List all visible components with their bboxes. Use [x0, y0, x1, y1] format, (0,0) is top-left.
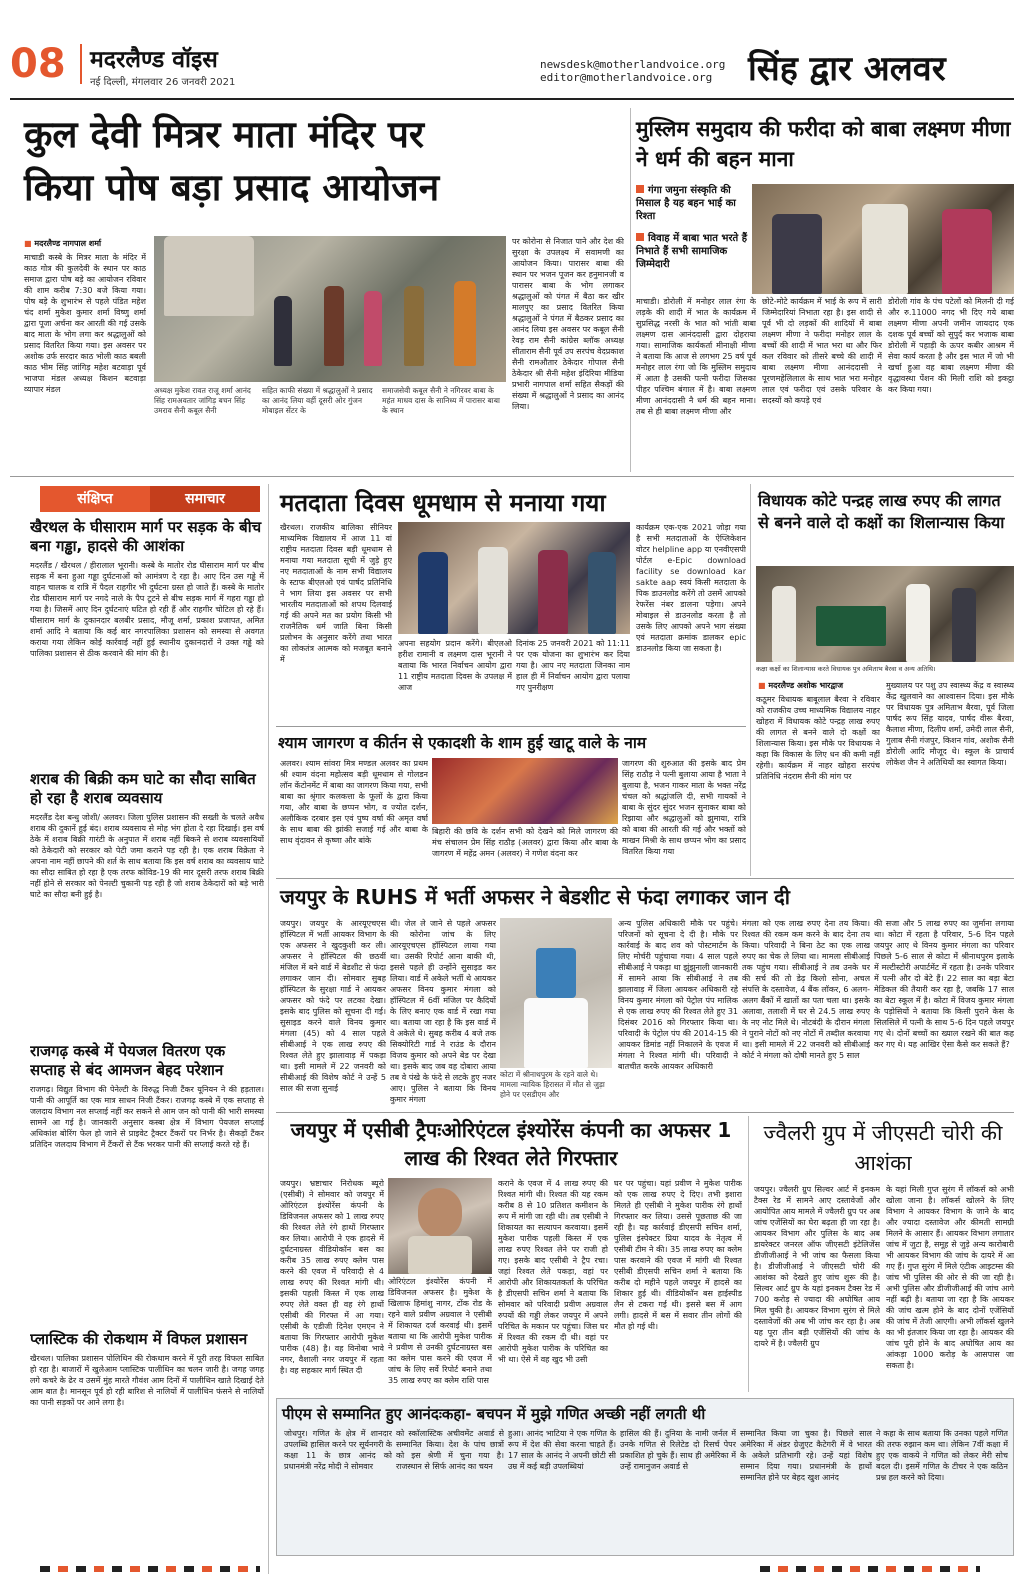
top-right-col-1: माचाडी। डोरोली में मनोहर लाल रंगा के लड़के की शादी में भात के कार्यक्रम में सुप्रसिद्ध नरसी के भात को भांती बाबा लक्ष्मण दास आनंददासी द्वारा दोहराया गया। सामाजिक कार्यकर्ता मीनाक्षी मीणा ने बताया कि आज से लगभग 25 वर्ष पूर्व मनोहर लाल रंगा जो कि मुस्लिम समुदाय में आता है उसकी पत्नी फरीदा जिसका पीहर पश्चिम बंगाल में है। बाबा लक्ष्मण मीणा आनंददासी नै धर्म की बहन माना। तब से ही बाबा लक्ष्मण मीणा और [636, 297, 756, 416]
top-right-headline: मुस्लिम समुदाय की फरीदा को बाबा लक्ष्मण मीणा ने धर्म की बहन माना [636, 117, 1011, 171]
section-rule [10, 476, 1014, 477]
ruhs-headline: जयपुर के RUHS में भर्ती अफसर ने बेडशीट से फंदा लगाकर जान दी [280, 885, 790, 909]
photo-person [942, 209, 992, 294]
masthead-divider [80, 44, 82, 84]
acb-col-4: घर पर पहुंचा। यहां प्रवीण ने मुकेश पारीक को एक लाख रुपए दे दिए। तभी इशारा मिलते ही एसीबी ने मुकेश पारीक रंगे हाथों गिरफ्तार कर लिया। उससे पूछताछ की जा रही है। यह कार्रवाई डीएसपी सचिन शर्मा, पुलिस इंस्पेक्टर प्रिया यादव के नेतृत्व में एसीबी टीम ने की। 35 लाख रुपए का क्लेम पास करवाने की एवज में मांगी थी रिश्वत एसीबी डीएसपी सचिन शर्मा ने बताया कि करीब दो महीने पहले जयपुर में हादसे का शिकार हुई थी। वीडियोकॉन बस हाईस्पीड लैन से टकरा गई थी। इससे बस में आग लगी। हादसे में बस में सवार तीन लोगों की मौत हो गई थी। [614, 1179, 742, 1331]
contact-emails [540, 58, 725, 84]
photo-person [454, 281, 476, 366]
brief-label-1: संक्षिप्त [40, 486, 150, 512]
lead-photo-caption: अध्यक्ष मुकेश रावत राजू शर्मा आनंद सिंह रामअवतार जांगिड़ बचन सिंह उमराव सैनी कबूल सैनी [154, 386, 251, 415]
newsdesk-email: newsdesk@motherlandvoice.org [540, 58, 726, 71]
lead-byline: ■ मदरलैण्ड नागपाल शर्मा [24, 238, 164, 249]
photo-person [772, 586, 796, 662]
pm-headline: पीएम से सम्मानित हुए आनंदःकहा- बचपन में मुझे गणित अच्छी नहीं लगती थी [282, 1405, 706, 1423]
photo-person [906, 584, 930, 662]
print-color-bar [760, 1566, 980, 1572]
column-rule [268, 484, 269, 1574]
brief-body: मदरलैंड / खैरथल / हीरालाल भूरानी। कस्बे के मातोर रोड घीसाराम मार्ग पर बीच सड़क में बना हुआ गड्ढा दुर्घटनाओं को आमंत्रण दे रहा है। आए दिन उस गड्ढे में वाहन चालक व रात्रि में पैदल राहगीर भी दुर्घटना ग्रस्त हो जाते हैं। कस्बे के मातोर रोड घीसाराम मार्ग पर नगदे नाले के पैप टूटने से बीच सड़क मार्ग में गहरा गड्ढा हो गया है। जिसमें आए दिन दुर्घटनाएं घटित हो रही हैं और राहगीर चोटिल हो रहे हैं। घीसाराम मार्ग के दुकानदार बलबीर प्रसाद, मौजू शर्मा, प्रकाश प्रजापत, अमित शर्मा आदि ने बताया कि कई बार नगरपालिका प्रशासन को समस्या से अवगत कराया गया लेकिन कोई कार्रवाई नहीं हुई स्थानीय दुकानदारों ने उक्त गड्ढे को पालिका प्रशासन से ठीक करवाने की मांग की है। [30, 561, 264, 658]
photo-person [772, 214, 822, 294]
acb-photo-caption: ओरिएंटल इंश्योरेंस कंपनी में डिविजनल अफसर है। मुकेश के खिलाफ हिमांशु नागर, टोंक रोड के रहने वाले प्रवीण अग्रवाल ने एसीबी में शिकायत दर्ज करवाई थी। इसमें बताया था कि आरोपी मुकेश पारीक ने प्रवीण से उनकी दुर्घटनाग्रस्त बस का क्लेम पास करने की एवज में जांच के लिए सर्वे रिपोर्ट बनाने तथा 35 लाख रुपए का क्लेम राशि पास [388, 1277, 492, 1385]
khatu-col-2: बिहारी की छवि के दर्शन सभी को देखने को मिले जागरण की मंच संचालन प्रेम सिंह राठौड़ (अलवर) द्वारा किया और बाबा के जागरण में महेंद्र अमन (अलवर) ने गणेश वंदना कर [432, 827, 618, 858]
bullet-square-icon [636, 185, 644, 193]
brief-body: खैरथल। पालिका प्रशासन पोलिथिन की रोकथाम करने में पूरी तरह विफल साबित हो रहा है। बाजारों में खुलेआम प्लास्टिक पालीथिन का चलन जारी है। जगह जगह लगे कचरे के ढेर व उसमें मुंह मारते गौवंश आम दिनों में पालीथिन खाते दिखाई देते आम बात है। मानसून पूर्व हो रही बारिश से नालियों में पालीथिन फंसने से नालियों का पानी सड़कों पर आने लगा है। [30, 1354, 264, 1407]
column-rule [630, 108, 631, 472]
acb-col-1: जयपुर। भ्रष्टाचार निरोधक ब्यूरो (एसीबी) ने सोमवार को जयपुर में ओरिएंटल इंश्योरेंस कंपनी के डिविजनल अफसर को 1 लाख रुपए की रिश्वत लेते रंगे हाथों गिरफ्तार कर लिया। आरोपी ने एक हादसे में दुर्घटनाग्रस्त वीडियोकॉन बस का करीब 35 लाख रुपए क्लेम पास करने की एवज में परिवादी से 4 लाख रुपए की रिश्वत मांगी थी। इसकी पहली किस्त में एक लाख रुपए लेते वक्त ही वह रंगे हाथों एसीबी की गिरफ्त में आ गया। एसीबी के एडीजी दिनेश एमएन ने बताया कि गिरफ्तार आरोपी मुकेश पारीक (48) है। वह विनोबा भावे नगर, वैशाली नगर जयपुर में रहता है। वह सहकार मार्ग स्थित दी [280, 1179, 384, 1375]
top-right-photo [752, 184, 1014, 294]
pm-col-5: सम्मानित किया जा चुका है। पिछले साल अमेरिका में अंडर ग्रेजुएट कैटेगरी में वे भारत के अकेले प्रतिभागी रहे। उन्हें यहां विशेष सम्मान दिया गया। प्रधानमंत्री के हाथों सम्मानित होने पर बेहद खुश आनंद [740, 1429, 872, 1482]
list-item [30, 1330, 264, 1570]
lead-col-3: सहित काफी संख्या में श्रद्धालुओं ने प्रसाद का आनंद लिया वहीं दूसरी ओर गुंजन मोबाइल सेंटर के [262, 386, 373, 415]
voters-col-1: खैरथल। राजकीय बालिका सीनियर माध्यमिक विद्यालय में आज 11 वां राष्ट्रीय मतदाता दिवस बड़ी धूमधाम से मनाया गया मतदाता सूची में जुड़े हुए नए मतदाताओं के नाम सभी विद्यालय के स्टाफ बीएलओ एवं पार्षद प्रतिनिधि ने भाग लिया इस अवसर पर सभी भारतीय मतदाताओं को शपथ दिलवाई गई की अपने मत का प्रयोग किसी भी राजनैतिक धर्म जाति बिना किसी प्रलोभन के अनुसार करेंगे तथा भारत का लोकतंत्र आत्मक को मजबूत बनाने में [280, 523, 392, 664]
photo-person [324, 286, 344, 366]
mla-byline: ■ मदरलैण्ड अशोक भारद्वाज [758, 680, 898, 691]
photo-face [418, 1188, 462, 1238]
khatu-col-3: जागरण की शुरुआत की इसके बाद प्रेम सिंह राठौड़ ने पत्नी बुलाया आया है भाता ने बुलाया है, भजन गाकर माता के भक्त नरेंद्र चंचल को श्रद्धांजलि दी, सभी गायकों ने बाबा के सुंदर सुंदर भजन सुनाकर बाबा को रिझाया और श्रद्धालुओं को झुमाया, रात्रि को बाबा की आरती की गई और भक्तों को माखन मिश्री के साथ छप्पन भोग का प्रसाद वितरित किया गया [622, 759, 746, 856]
lead-col-4: समाजसेवी कबूल सैनी ने नगिरवर बाबा के महंत माधव दास के सानिध्य में पारासर बाबा के स्थान [382, 386, 500, 415]
section-rule [276, 726, 746, 727]
photo-person [404, 286, 424, 366]
edition-title: सिंह द्वार अलवर [748, 49, 946, 89]
khatu-col-1: अलवर। श्याम सांवरा मित्र मण्डल अलवर का प्रथम श्री श्याम वंदना महोत्सव बड़ी धूमधाम से गोलडन लॉन केंटोनमेंट में बाबा का जागरण किया गया, सभी बाबा का श्रृंगार कलकत्ता के फूलों के द्वारा किया गया, और बाबा के छप्पन भोग, व ज्योत दर्शन, अलौकिक दरबार इस एवं पुष्प वर्षा की अमृत वर्षा के साथ बाबा की झांकी सजाई गई और बाबा के साथ वृंदावन से कृष्णा और बांके [280, 759, 428, 845]
gst-col-2: के यहां मिली गुप्त सुरंग में लॉकर्स को अभी खोला जाना है। लॉकर्स खोलने के लिए विभाग ने आयकर विभाग के जाने के बाद और ज्यादा दस्तावेज और कीमती सामग्री मिलने के आसार हैं। आयकर विभाग लगातार जांच में जुटा है, समूह से जुड़े अन्य कारोबारी भी आयकर विभाग की जांच के दायरे में आ गए हैं। गुप्त सुरंग में मिले एंटीक आइटम्स की जांच भी पुलिस की ओर से की जा रही है। अभी पुलिस और डीजीजीआई की जांच आगे नहीं बढ़ी है। बताया जा रहा है कि आयकर की जांच खत्म होने के बाद दोनों एजेंसियों की जांच में तेजी आएगी। अभी लॉकर्स खुलने का भी इंतजार किया जा रहा है। आयकर की जांच पूरी होने के बाद अघोषित आय का आंकड़ा 1000 करोड़ के आसपास जा सकता है। [886, 1185, 1014, 1370]
khatu-headline: श्याम जागरण व कीर्तन से एकादशी के शाम हुई खाटू वाले के नाम [278, 734, 647, 752]
list-item [30, 518, 264, 770]
brief-headline: खैरथल के घीसाराम मार्ग पर सड़क के बीच बना गड्ढा, हादसे की आशंका [30, 518, 262, 555]
editor-email: editor@motherlandvoice.org [540, 71, 713, 84]
lead-col-1: माचाडी कस्बे के मित्रर माता के मंदिर में काठ गोत्र की कुलदेवी के स्थान पर काठ समाज द्वारा पोष बड़े का आयोजन रविवार की शाम करीब 7:30 बजे किया गया। पोष बड़े के शुभारंभ से पहले पंडित महेश चंद शर्मा मुकेश कुमार शर्मा विष्णु शर्मा द्वारा पूजा अर्चना कर आरती की गई उसके बाद माता के भोग लगा कर श्रद्धालुओं को प्रसाद वितरित किया गया। इस अवसर पर अशोक उर्फ सरदार काठ भोली काठ बबली काठ भीम सिंह जांगिड़ महेश बटवाड़ा पूर्व भाजपा मंडल अध्यक्ष किशन बटवाड़ा व्यापार मंडल [24, 253, 146, 394]
mla-col-2: मुख्यालय पर पशु उप स्वास्थ्य केंद्र व स्वास्थ्य केंद्र खुलवाने का आश्वासन दिया। इस मौके पर विधायक पुत्र अमिताभ बैरवा, पूर्व जिला पार्षद रूप सिंह यादव, पार्षद वीरू बैरवा, कैलाश मीणा, दिलीप शर्मा, उमेदी लाल सैनी, गुलाब सैनी गंजपुर, किशन गांव, अशोक सैनी डोरोली आदि मौजूद थे। स्कूल के प्राचार्य लोकेश जैन ने अतिथियों का स्वागत किया। [886, 681, 1014, 767]
photo-person [364, 291, 382, 366]
print-color-bar [40, 1566, 260, 1572]
section-rule [276, 878, 1014, 879]
gst-headline: ज्वैलरी ग्रुप में जीएसटी चोरी की आशंका [763, 1121, 1003, 1175]
paper-name: मदरलैण्ड वॉइस [90, 47, 218, 73]
column-rule [748, 1116, 749, 1392]
voters-col-4: कार्यक्रम एक-एक 2021 जोड़ा गया है सभी मतदाताओं के ऐप्लिकेशन वोटर helpline app या एनवीएसपी पोर्टल e-Epic download facility se download kar sakte aap स्वयं किसी मतदाता के पिक डाउनलोड करेंगे तो उसमें आपको रेफरेंस नंबर डालना पड़ेगा। अपने मोबाइल से डाउनलोड करता है तो उसके लिए आपको अपने भाग संख्या एवं मतदाता क्रमांक डालकर epic डाउनलोड किया जा सकता है। [636, 523, 746, 653]
ruhs-photo-caption: कोटा में श्रीनाथपुरम के रहने वाले थे। मामला न्यायिक हिरासत में मौत से जुड़ा होने पर एसडीएम और [500, 1070, 605, 1099]
gst-col-1: जयपुर। ज्वैलरी ग्रुप सिल्वर आर्ट में इनकम टैक्स रेड में सामने आए दस्तावेजों और आयोपित आय मामले में ज्वैलरी ग्रुप पर अब जांच एजेंसियों का घेरा बढ़ता ही जा रहा है। आयकर विभाग और पुलिस के बाद अब डायरेक्टर जनरल ऑफ जीएसटी इंटेलिजेंस डीजीजीआई ने भी जांच का फैसला किया है। डीजीजीआई ने जीएसटी चोरी की आशंका को देखते हुए जांच शुरू की है। सिल्वर आर्ट ग्रुप के यहां इनकम टैक्स रेड में 700 करोड़ से ज्यादा की अघोषित आय मिल चुकी है। आयकर विभाग सुरंग से मिले दस्तावेजों की अब भी जांच कर रहा है। अब यह पूरा तीन बड़ी एजेंसियों की जांच के दायरे में है। ज्वैलरी ग्रुप [754, 1185, 880, 1348]
photo-person [408, 1236, 472, 1274]
date-line: नई दिल्ली, मंगलवार 26 जनवरी 2021 [90, 77, 236, 88]
brief-label-2: समाचार [150, 486, 260, 512]
top-right-col-2: छोटे-मोटे कार्यक्रम में भाई के रूप में सारी जिम्मेदारियां निभाता रहा है। इस शादी से पूर्व भी दो लड़कों की शादियों में बाबा लक्ष्मण मीणा ने फरीदा मनोहर लाल के बच्चों की शादी में भात भरा था और फिर कल रविवार को तीसरे बच्चे की शादी में बाबा लक्ष्मण मीणा आनंददासी ने पूरणमहेलिलाल के साथ भात भरा मनोहर लाल एवं फरीदा एवं उसके परिवार के सदस्यों को कपड़े एवं [762, 297, 882, 405]
lead-headline-line2: किया पोष बड़ा प्रसाद आयोजन [24, 166, 440, 209]
photo-person [524, 998, 588, 1068]
lead-headline [24, 108, 624, 214]
top-right-col-3: डोरोली गांव के पंच पटेलों को मिलनी दी गई और रु.11000 नगद भी दिए गये बाबा लक्ष्मण मीणा अपनी जमीन जायदाद एक दशक पूर्व बच्चों को सुपुर्द कर भजाक बाबा डोरोली में पहाड़ी के ऊपर कबीर आश्रम में सेवा कार्य करता है और इस भात में जो भी खर्चा हुआ वह बाबा लक्ष्मण मीणा की वृद्धावस्था पेंशन की मिली राशि को इकट्ठा कर किया गया। [888, 297, 1014, 394]
ruhs-photo [500, 918, 612, 1068]
pm-col-6: ने कहा के साथ बताया कि उनका पहले गणित की तरफ रुझान कम था। लेकिन 7वीं कक्षा में हुए एक वाकये ने गणित को लेकर मेरी सोच बदल दी। इसमें गणित के टीचर ने एक कठिन प्रश्न हल करने को दिया। [876, 1429, 1008, 1482]
mla-photo-caption: कक्षा कक्षों का शिलान्यास करते विधायक पुत्र अमिताभ बैरवा व अन्य अतिथि। [756, 665, 936, 673]
lead-photo [154, 236, 506, 382]
mla-photo [756, 566, 1014, 662]
ruhs-col-5: की सजा और 5 लाख रुपए का जुर्माना लगाया था। कोटा में रहता है परिवार, 5-6 दिन पहले जयपुर आए थे विनय कुमार मंगला का परिवार पिछले 5-6 साल से कोटा में श्रीनाथपुरम इलाके में मल्टीस्टोरी अपार्टमेंट में रहता है। उनके परिवार में पत्नी और दो बेटे हैं। 22 साल का बड़ा बेटा मेडिकल की तैयारी कर रहा है, जबकि 17 साल का बेटा स्कूल में है। कोटा में विजय कुमार मंगला के पड़ोसियों ने बताया कि किसी पुराने केस के सिलसिले में पत्नी के साथ 5-6 दिन पहले जयपुर गए थे। दोनों बच्चों का ख्याल रखने की बात कह कर गए थे। यह आखिर ऐसा कैसे कर सकते हैं? [874, 919, 1014, 1049]
pm-col-2: को स्कॉलास्टिक अचीवमेंट अवार्ड से सम्मानित किया। देश के पांच छात्रों को इस श्रेणी में चुना गया है। राजस्थान से सिर्फ आनंद का चयन [396, 1429, 504, 1471]
page-number: 08 [10, 41, 66, 87]
brief-body: मदरलैंड देश बन्धु जोशी/ अलवर। जिला पुलिस प्रशासन की सख्ती के चलते अवैध शराब की दुकानें हुई बंद। शराब व्यवसाय से मोह भंग होता दे रहा दिखाई। इस वर्ष ठेके में शराब बिक्री गारंटी के अनुपात में शराब नहीं बिकने से शराब व्यवसायियों को ठेकेदारी को सरकार को पेटी जमा कराने पड़ रही है। एक शराब विक्रेता ने अपना नाम नहीं छापने की शर्त के साथ बताया कि इस वर्ष शराब का व्यवसाय घाटे का सौदा साबित हो रहा है एक तरफ कोविड-19 की मार दूसरी तरफ शराब बिक्री नहीं होने से सरकार को पेनल्टी चुकानी पड़ रही है जो शराब ठेकेदारों को बड़े भारी घाटे का सौदा बनी हुई है। [30, 813, 264, 899]
lead-headline-line1: कुल देवी मित्रर माता मंदिर पर [24, 113, 424, 156]
section-rule [276, 1112, 1014, 1113]
brief-headline: राजगढ़ कस्बे में पेयजल वितरण एक सप्ताह से बंद आमजन बेहद परेशान [30, 1042, 226, 1079]
voters-day-headline: मतदाता दिवस धूमधाम से मनाया गया [280, 489, 606, 517]
brief-body: राजगढ़। विद्युत विभाग की पेनेल्टी के विरुद्ध निजी टैंकर यूनियन ने की हड़ताल। पानी की आपूर्ति का एक मात्र साधन निजी टैंकर। राजगढ़ कस्बे में एक सप्ताह से जलदाय विभाग नल सप्लाई नहीं कर सकने से आम जन को पानी की भारी समस्या सामने आ गई है। जानकारी अनुसार कस्बा क्षेत्र में विभाग पेयजल सप्लाई अधिकांश बोरिंग फेल हो जाने से प्राइवेट ट्रैक्टर टैंकरों पर निर्भर है। सैकड़ों टैंकर प्रतिदिन जलदाय विभाग में टैंकरों से टैंक भरकर पानी की सप्लाई करते रहे हैं। [30, 1085, 264, 1149]
mla-col-1: कठूमर विधायक बाबूलाल बैरवा ने रविवार को राजकीय उच्च माध्यमिक विद्यालय नाहर खोहरा में विधायक कोटे पन्द्रह लाख रुपए की लागत से बनने वाले दो कक्षों का शिलान्यास किया। इस मौके पर विधायक ने कहा कि विकास के लिए धन की कमी नहीं रहेगी। कार्यक्रम में नाहर खोहरा सरपंच प्रतिनिधि नंदराम सैनी की मांग पर [756, 695, 880, 781]
masthead-rule [10, 98, 1014, 100]
ruhs-col-4: मंगला को एक लाख रुपए देना तय किया। रिश्वत की रकम कम करने के बाद देना तय किया। परिवादी ने बिना ठेट का एक लाख रुपए का चेक ले लिया था। मामला सीबीआई तक पहुंच गया। सीबीआई ने तब उनके घर की सर्च की तो डेढ़ किलो सोना, अचल संपत्ति के दस्तावेज, 4 बैंक लॉकर, 6 अलग-अलग बैंकों में खातों का पता चला था। इसके अलावा, तलाशी में घर से 24.5 लाख रुपए के नए नोट मिले थे। नोटबंदी के दौरान मंगला ने पुराने नोटों को नए नोटों में तब्दील करवाया था। इसी मामले में 22 जनवरी को सीबीआई कोर्ट ने मंगला को दोषी मानते हुए 5 साल [742, 919, 870, 1060]
brief-news-label [40, 486, 260, 512]
foundation-stone [816, 606, 886, 646]
khatu-photo [432, 758, 618, 824]
bullet-square-icon [636, 233, 644, 241]
photo-person [478, 547, 508, 634]
list-item [30, 770, 264, 1042]
photo-person [952, 588, 976, 662]
brief-news-list [30, 518, 264, 1578]
ruhs-col-2: थी। जेल ले जाने से पहले अफसर की कोरोना जांच के लिए आरयूएचएस हॉस्पिटल लाया गया था। उसकी रिपोर्ट आना बाकी थी, इससे पहले ही उन्होंने सुसाइड कर लिया। वार्ड में अकेले भर्ती थे आयकर अफसर विनय कुमार मंगला को हॉस्पिटल में 6वीं मंजिल पर कैदियों के लिए बनाए एक वार्ड में रखा गया था। बताया जा रहा है कि इस वार्ड में वे अकेले थे। सुबह करीब 4 बजे तक सिक्योरिटी गार्ड ने राउंड के दौरान विजय कुमार को अपने बेड पर देखा था। इसके बाद जब वह दोबारा आया तब वे पंखे के फंदे से लटके हुए नजर आए। पुलिस ने बताया कि विनय कुमार मंगला [390, 919, 496, 1104]
photo-person [862, 204, 908, 294]
brief-headline: शराब की बिक्री कम घाटे का सौदा साबित हो रहा है शराब व्यवसाय [30, 770, 256, 807]
pm-col-4: हासिल की हैं। दुनिया के नामी जर्नल में उनके गणित से रिलेटेड दो रिसर्च पेपर प्रकाशित हो चुके हैं। साथ ही अमेरिका में उन्हें रामानुजन अवार्ड से [620, 1429, 736, 1471]
acb-headline: जयपुर में एसीबी ट्रैपःओरिएंटल इंश्योरेंस कंपनी का अफसर 1 लाख की रिश्वत लेते गिरफ्तार [290, 1118, 732, 1170]
column-rule [750, 484, 751, 876]
ruhs-col-1: जयपुर। जयपुर के आरयूएचएस हॉस्पिटल में भर्ती आयकर विभाग के एक अफसर ने खुदकुशी कर ली। अफसर ने हॉस्पिटल की छठवीं मंजिल में बने वार्ड में बेडशीट से फंदा लगाकर जान दी। सोमवार सुबह हॉस्पिटल के सुरक्षा गार्ड ने आयकर अफसर को फंदे पर लटका देखा। इसके बाद पुलिस को सूचना दी गई। सुसाइड करने वाले विनय कुमार मंगला (45) को 4 साल पहले सीबीआई ने एक लाख रुपए की रिश्वत लेते हुए झालावाड़ में पकड़ा था। इसी मामले में 22 जनवरी को सीबीआई की विशेष कोर्ट ने उन्हें 5 साल की सजा सुनाई [280, 919, 386, 1093]
acb-col-3: कराने के एवज में 4 लाख रुपए की रिश्वत मांगी थी। रिश्वत की यह रकम करीब 8 से 10 प्रतिशत कमीशन के रूप में मांगी जा रही थी। तब एसीबी ने शिकायत का सत्यापन करवाया। इसमें मुकेश पारीक पहली किस्त में एक लाख रुपए रिश्वत लेने पर राजी हो गए। इसके बाद एसीबी ने ट्रैप रचा। जहां रिश्वत लेते पकड़ा, वहां पर आरोपी और शिकायतकर्ता के परिचित है डीएसपी सचिन शर्मा ने बताया कि सोमवार को परिवादी प्रवीण अग्रवाल रुपयों की गड्डी लेकर जयपुर में अपने परिचित के मकान पर पहुंचा। जिस घर में रिश्वत की रकम दी थी। वहां पर आरोपी मुकेश पारीक के परिचित का भी था। ऐसे में वह खुद भी उसी [498, 1179, 608, 1364]
ruhs-col-3: अन्य पुलिस अधिकारी मौके पर पहुंचे। परिजनों को सूचना दे दी है। मौके पर कार्रवाई के बाद शव को पोस्टमार्टम के लिए मोर्चरी पहुंचाया गया। 4 साल पहले सीबीआई ने पकड़ा था झुंझुनाली जानकारी में सामने आया कि सीबीआई ने तब झालावाड़ में जिला आयकर अधिकारी रहे विनय कुमार मंगला को पेट्रोल पंप मालिक से एक लाख रुपए की रिश्वत लेते हुए 31 दिसंबर 2016 को गिरफ्तार किया था। परिवादी के पेट्रोल पंप की 2014-15 की आयकर डिमांड नहीं निकालने के एवज में मंगला ने रिश्वत मांगी थी। परिवादी ने बातचीत करके आयकर अधिकारी [618, 919, 738, 1071]
top-right-bullet-2: विवाह में बाबा भात भरते हैं निभाते हैं सभी सामाजिक जिम्मेदारी [636, 233, 748, 270]
list-item [30, 1042, 264, 1330]
mla-headline: विधायक कोटे पन्द्रह लाख रुपए की लागत से बनने वाले दो कक्षों का शिलान्यास किया [758, 491, 1005, 532]
voters-col-3: दिनांक 25 जनवरी 2021 को 11:11 पर एक योजना का शुभारंभ कर दिया गया है। आप नए मतदाता जिनका नाम हाल ही में निर्वाचन आयोग द्वारा पलाया गए पुनरीक्षण [516, 639, 630, 692]
acb-photo [388, 1178, 492, 1274]
photo-person [588, 552, 616, 634]
photo-building [164, 236, 254, 316]
top-right-bullet-1: गंगा जमुना संस्कृति की मिसाल है यह बहन भाई का रिश्ता [636, 185, 736, 222]
blurred-face [536, 948, 576, 998]
photo-person [418, 552, 448, 634]
brief-headline: प्लास्टिक की रोकथाम में विफल प्रशासन [30, 1330, 248, 1348]
voters-photo [398, 522, 630, 634]
photo-person [538, 550, 568, 634]
photo-person [274, 296, 292, 366]
pm-col-1: जोधपुर। गणित के क्षेत्र में शानदार उपलब्धि हासिल करने पर सूर्यनगरी के कक्षा 11 के छात्र आनंद को प्रधानमंत्री नरेंद्र मोदी ने सोमवार [284, 1429, 392, 1471]
lead-col-5: पर कोरोना से निजात पाने और देश की सुरक्षा के उपलक्ष्य में सवामणी का आयोजन किया। पारासर बाबा की स्थान पर भजन पूजन कर हनुमानजी व पारासर बाबा के भोग लगाकर श्रद्धालुओं को पंगत में बैठा कर खीर मालपुए का प्रसाद वितरित किया श्रद्धालुओं ने पंगत में बैठकर प्रसाद का आनंद लिया इस अवसर पर कबूल सैनी रेवड़ राम सैनी कांग्रेस ब्लॉक अध्यक्ष सीताराम सैनी पूर्व उप सरपंच वेदप्रकाश सैनी रामऔतार ठेकेदार गोपाल सैनी ठेकेदार श्री सैनी महेश इंदिरिया मीडिया प्रभारी नागपाल शर्मा सहित सैकड़ों की संख्या में श्रद्धालुओं ने प्रसाद का आनंद लिया। [512, 237, 624, 411]
voters-col-2: अपना सहयोग प्रदान करेंगे। बीएलओ हरीश रामानी व लक्ष्मण दास भूरानी ने बताया कि भारत निर्वाचन आयोग द्वारा 11 राष्ट्रीय मतदाता दिवस के उपलक्ष में आज [398, 639, 512, 692]
pm-col-3: हुआ। आनंद भाटिया ने एक गणित के रूप में देश की सेवा करना चाहते हैं। 17 साल के आनंद ने अपनी छोटी सी उम्र में कई बड़ी उपलब्धियां [508, 1429, 616, 1471]
